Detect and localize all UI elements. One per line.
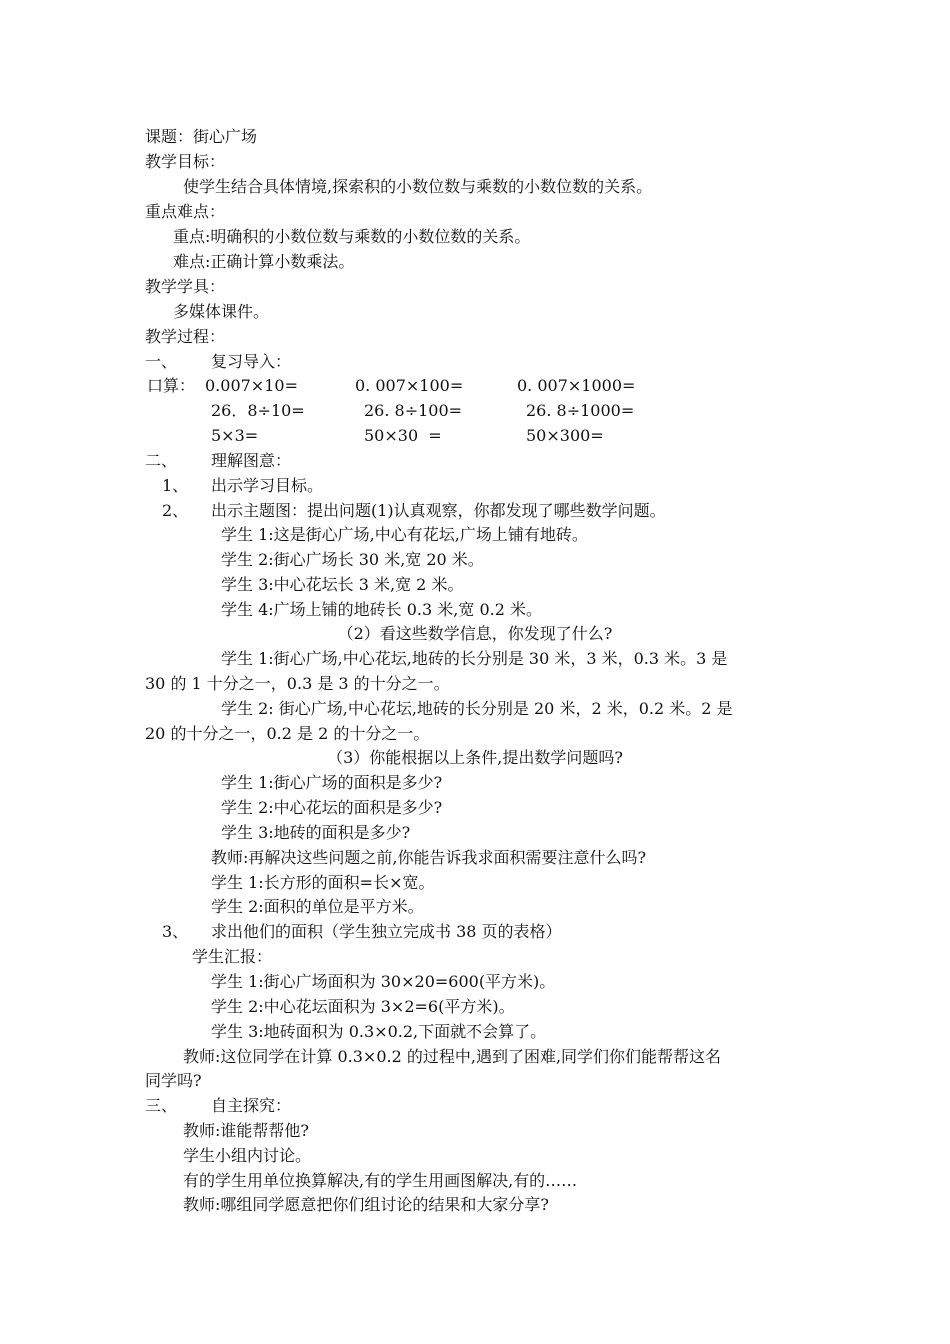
student-line: 学生 2:面积的单位是平方米。 [211,897,424,916]
goal-heading: 教学目标： [145,152,226,171]
oral-calc-cell: 26. 8÷1000= [526,401,635,420]
student-report-heading: 学生汇报： [192,947,273,966]
oral-calc-cell: 26．8÷10= [211,401,305,420]
tools-text: 多媒体课件。 [173,302,270,321]
student-line-continued: 20 的十分之一，0.2 是 2 的十分之一。 [145,724,430,743]
key-heading: 重点难点： [145,202,226,221]
section-3-title: 自主探究： [211,1096,292,1115]
key-point: 重点:明确积的小数位数与乘数的小数位数的关系。 [173,227,531,246]
teacher-line: 教师:这位同学在计算 0.3×0.2 的过程中,遇到了困难,同学们你们能帮帮这名 [183,1047,722,1066]
student-line: 学生 1:街心广场,中心花坛,地砖的长分别是 30 米，3 米，0.3 米。3 是 [221,649,728,668]
student-line: 学生 1:长方形的面积=长×宽。 [211,873,435,892]
teacher-line: 教师:再解决这些问题之前,你能告诉我求面积需要注意什么吗? [211,848,647,867]
item-3-text: 求出他们的面积（学生独立完成书 38 页的表格） [211,922,562,941]
student-line: 学生 2: 街心广场,中心花坛,地砖的长分别是 20 米，2 米，0.2 米。2 是 [221,699,733,718]
difficult-point: 难点:正确计算小数乘法。 [173,252,355,271]
question-3: （3）你能根据以上条件,提出数学问题吗? [327,748,623,767]
oral-calc-cell: 26. 8÷100= [364,401,463,420]
section-3-number: 三、 [145,1096,178,1115]
teacher-line: 教师:哪组同学愿意把你们组讨论的结果和大家分享? [183,1195,549,1214]
section-1-number: 一、 [145,352,178,371]
item-2-text: 出示主题图：提出问题(1)认真观察，你都发现了哪些数学问题。 [211,501,666,520]
section-2-number: 二、 [145,451,178,470]
student-line: 学生 1:街心广场面积为 30×20=600(平方米)。 [211,972,556,991]
discussion-line: 学生小组内讨论。 [183,1146,312,1165]
oral-calc-cell: 0. 007×1000= [517,376,636,395]
oral-calc-cell: 0.007×10= [205,376,298,395]
methods-line: 有的学生用单位换算解决,有的学生用画图解决,有的…… [183,1171,578,1190]
oral-calc-cell: 0. 007×100= [355,376,464,395]
student-line: 学生 1:这是街心广场,中心有花坛,广场上铺有地砖。 [221,525,588,544]
teacher-line: 教师:谁能帮帮他? [183,1121,309,1140]
goal-text: 使学生结合具体情境,探索积的小数位数与乘数的小数位数的关系。 [183,177,653,196]
item-1-number: 1、 [162,476,189,495]
oral-calc-cell: 50×300= [526,426,604,445]
student-line: 学生 3:中心花坛长 3 米,宽 2 米。 [221,575,464,594]
section-2-title: 理解图意： [211,451,292,470]
item-2-number: 2、 [162,501,189,520]
item-1-text: 出示学习目标。 [211,476,324,495]
question-2: （2）看这些数学信息，你发现了什么? [337,624,613,643]
item-3-number: 3、 [162,922,189,941]
student-line: 学生 2:中心花坛的面积是多少? [221,798,443,817]
oral-calc-cell: 5×3= [211,426,259,445]
lesson-title: 课题：街心广场 [145,127,258,146]
student-line-continued: 30 的 1 十分之一，0.3 是 3 的十分之一。 [145,674,450,693]
student-line: 学生 1:街心广场的面积是多少? [221,773,443,792]
process-heading: 教学过程： [145,327,226,346]
oral-calc-cell: 50×30 = [364,426,442,445]
teacher-line-continued: 同学吗? [145,1071,202,1090]
student-line: 学生 3:地砖的面积是多少? [221,823,411,842]
student-line: 学生 4:广场上铺的地砖长 0.3 米,宽 0.2 米。 [221,600,542,619]
oral-calc-label: 口算： [147,376,196,395]
section-1-title: 复习导入： [211,352,292,371]
student-line: 学生 2:中心花坛面积为 3×2=6(平方米)。 [211,997,515,1016]
student-line: 学生 2:街心广场长 30 米,宽 20 米。 [221,550,484,569]
tools-heading: 教学学具： [145,277,226,296]
student-line: 学生 3:地砖面积为 0.3×0.2,下面就不会算了。 [211,1022,547,1041]
